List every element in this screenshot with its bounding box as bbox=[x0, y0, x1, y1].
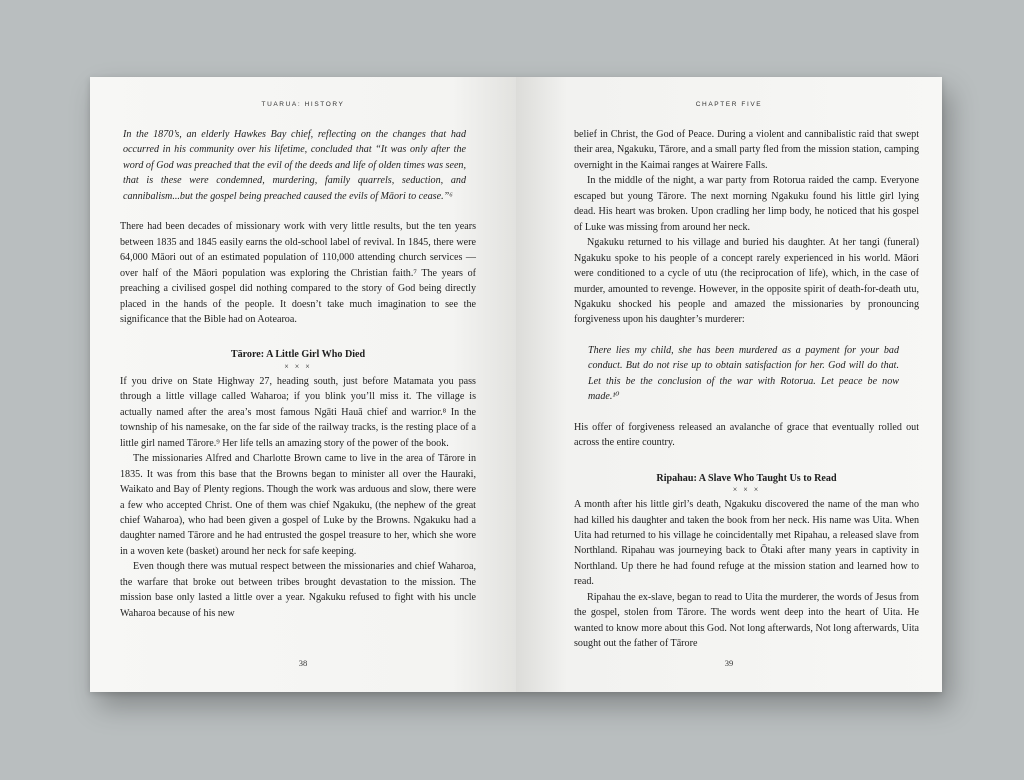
paragraph: Even though there was mutual respect between the missionaries and chief Waharoa, the warfare that broke out between tribes brought devastation to the mission. The mission base only lasted a little over a year. Ngakuku refused to fight with his uncle Waharoa because of his new bbox=[120, 561, 476, 619]
spacer bbox=[574, 405, 919, 420]
block-quote: There lies my child, she has been murdered as a payment for your bad conduct. But do not rise up to obtain satisfaction for her. God will do that. Let this be the conclusion of the war with Rotorua. Let peace be now made.¹⁰ bbox=[588, 344, 899, 403]
page-number-left: 38 bbox=[298, 658, 308, 668]
left-page bbox=[90, 77, 516, 692]
section-ornament: × × × bbox=[732, 485, 761, 495]
paragraph: If you drive on State Highway 27, heading south, just before Matamata you pass through a little village called Waharoa; if you blink you’ll miss it. The village is actually named after the area’s most famous Ngāti Hauā chief and warrior.⁸ In the township of his namesake, on the far side of the railway tracks, is the resting place of a little girl named Tārore.⁹ Her life tells an amazing story of the power of the book. bbox=[120, 375, 476, 449]
section-ornament: × × × bbox=[284, 361, 312, 371]
block-quote: In the 1870’s, an elderly Hawkes Bay chief, reflecting on the changes that had occurred in his community over his lifetime, concluded that “It was only after the word of God was preached that the evil of the deeds and life of olden times was seen, that is these were condemned, murdering, family quarrels, seduction, and cannibalism...but the gospel being preached caused the evils of Māori to cease.”⁶ bbox=[123, 129, 466, 202]
paragraph: belief in Christ, the God of Peace. During a violent and cannibalistic raid that swept their area, Ngakuku, Tārore, and a small party fled from the mission station, camping overnight in the Kaimai ranges at Wairere Falls. bbox=[574, 129, 919, 171]
spacer bbox=[120, 327, 476, 342]
paragraph: In the middle of the night, a war party from Rotorua raided the camp. Everyone escaped but young Tārore. The next morning Ngakuku found his little girl lying dead. His heart was broken. Upon cradling her limp body, he noticed that his gospel of Luke was missing from around her neck. bbox=[574, 175, 919, 233]
paragraph: A month after his little girl’s death, Ngakuku discovered the name of the man who had killed his daughter and taken the book from her neck. His name was Uita. When Uita had returned to his village he coincidentally met Ripahau, a released slave from Northland. Ripahau was journeying back to Ōtaki after many years in captivity in Northland. Up there he had found refuge at the mission station and learned how to read. bbox=[574, 499, 919, 588]
running-head-right: CHAPTER FIVE bbox=[695, 101, 763, 108]
paragraph: The missionaries Alfred and Charlotte Brown came to live in the area of Tārore in 1835. It was from this base that the Browns began to minister all over the Hauraki, Waikato and Bay of Plenty regions. Though the work was arduous and slow, there were a few who accepted Christ. One of them was chief Ngakuku, (the nephew of the great chief Waharoa), who had been given a gospel of Luke by the Browns. Ngakuku had a daughter named Tārore and he had entrusted the gospel treasure to her, which she wore in a woven kete (basket) around her neck for safe keeping. bbox=[120, 453, 476, 557]
page-number-right: 39 bbox=[724, 658, 734, 668]
left-page-text bbox=[120, 127, 476, 621]
spacer bbox=[574, 451, 919, 466]
running-head-left: TUARUA: HISTORY bbox=[261, 101, 345, 108]
spacer bbox=[120, 204, 476, 219]
paragraph: Ngakuku returned to his village and buried his daughter. At her tangi (funeral) Ngakuku spoke to his people of a concept rarely experienced in his world. Māori were conditioned to a cycle of utu (the reciprocation of life), which, in the case of murder, amounted to revenge. However, in the opposite spirit of death-for-death utu, Ngakuku shocked his people and amazed the missionaries by pronouncing forgiveness upon his daughter’s murderer: bbox=[574, 237, 919, 326]
paragraph: His offer of forgiveness released an avalanche of grace that eventually rolled out across the entire country. bbox=[574, 421, 919, 449]
open-book bbox=[90, 77, 942, 692]
right-page bbox=[516, 77, 942, 692]
right-page-text bbox=[574, 127, 919, 652]
spacer bbox=[574, 328, 919, 343]
paragraph: Ripahau the ex-slave, began to read to Uita the murderer, the words of Jesus from the gospel, stolen from Tārore. The words went deep into the heart of Uita. He wanted to know more about this God. Not long afterwards, Not long afterwards, Uita sought out the father of Tārore bbox=[574, 591, 919, 650]
paragraph: There had been decades of missionary work with very little results, but the ten years between 1835 and 1845 easily earns the old-school label of revival. In 1845, there were 64,000 Māori out of an estimated population of 110,000 attending church services — over half of the Māori population was exploring the Christian faith.⁷ The years of preaching a civilised gospel did nothing compared to the story of God being directly placed in the hands of the people. It doesn’t take much imagination to see the significance that the Bible had on Aotearoa. bbox=[120, 221, 476, 325]
section-heading: Tārore: A Little Girl Who Died bbox=[230, 349, 366, 361]
section-heading: Ripahau: A Slave Who Taught Us to Read bbox=[656, 472, 837, 484]
